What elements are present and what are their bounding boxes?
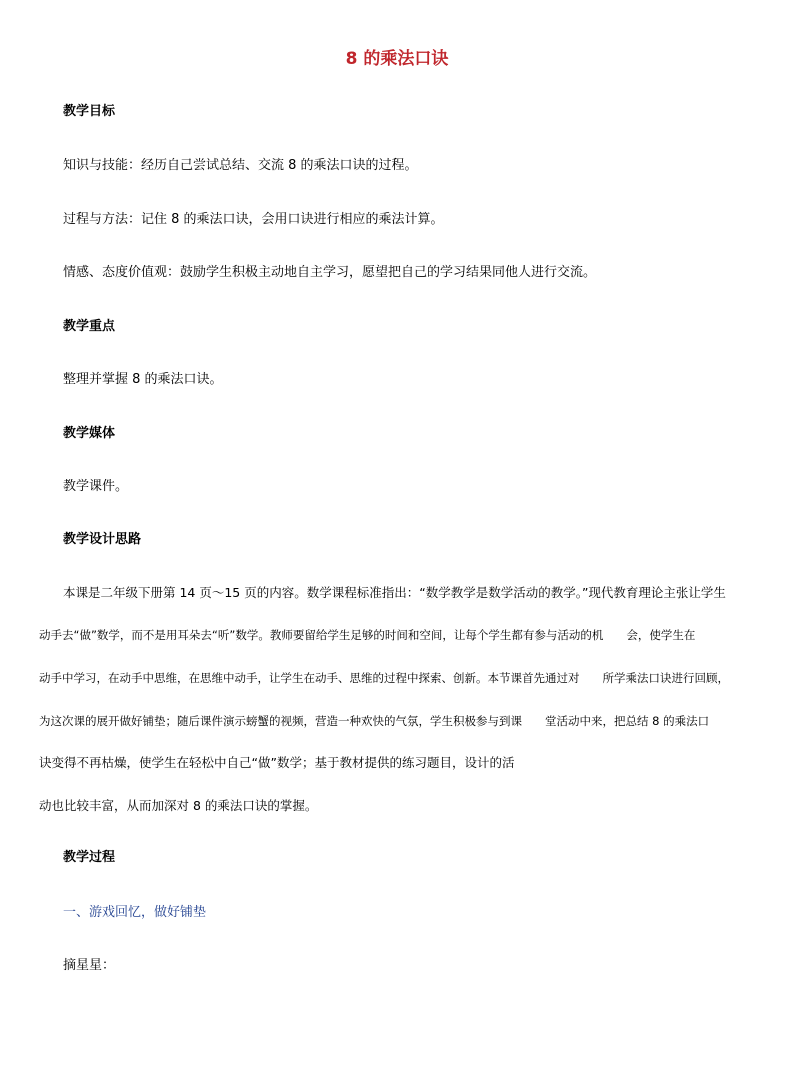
media-heading: 教学媒体	[63, 426, 116, 441]
process-heading: 教学过程	[63, 850, 116, 865]
page-title: 8 的乘法口诀	[345, 49, 449, 69]
step1-heading: 一、游戏回忆，做好铺垫	[63, 905, 207, 920]
design-heading: 教学设计思路	[63, 532, 142, 547]
design-paragraph-line: 诀变得不再枯燥，使学生在轻松中自己“做”数学；基于教材提供的练习题目，设计的活	[39, 755, 515, 770]
design-paragraph-line: 为这次课的展开做好铺垫；随后课件演示螃蟹的视频，营造一种欢快的气氛，学生积极参与到课 堂活动中来，把总结 8 的乘法口	[39, 714, 710, 728]
goal-knowledge: 知识与技能：经历自己尝试总结、交流 8 的乘法口诀的过程。	[63, 158, 418, 173]
design-paragraph-line: 动手中学习，在动手中思维，在思维中动手，让学生在动手、思维的过程中探索、创新。本节课首先通过对 所学乘法口诀进行回顾，	[39, 671, 729, 685]
design-paragraph-line: 动手去“做”数学，而不是用耳朵去“听”数学。教师要留给学生足够的时间和空间，让每个学生都有参与活动的机 会，使学生在	[39, 628, 696, 642]
key-heading: 教学重点	[63, 319, 116, 334]
design-paragraph-line: 动也比较丰富，从而加深对 8 的乘法口诀的掌握。	[39, 798, 318, 813]
step1-text: 摘星星：	[63, 958, 116, 973]
design-paragraph-line: 本课是二年级下册第 14 页～15 页的内容。数学课程标准指出：“数学教学是数学活动的教学。”现代教育理论主张让学生	[63, 585, 726, 600]
media-text: 教学课件。	[63, 479, 129, 494]
key-text: 整理并掌握 8 的乘法口诀。	[63, 372, 223, 387]
goals-heading: 教学目标	[63, 104, 116, 119]
goal-emotion: 情感、态度价值观：鼓励学生积极主动地自主学习，愿望把自己的学习结果同他人进行交流。	[63, 265, 597, 280]
goal-process: 过程与方法：记住 8 的乘法口诀，会用口诀进行相应的乘法计算。	[63, 212, 444, 227]
